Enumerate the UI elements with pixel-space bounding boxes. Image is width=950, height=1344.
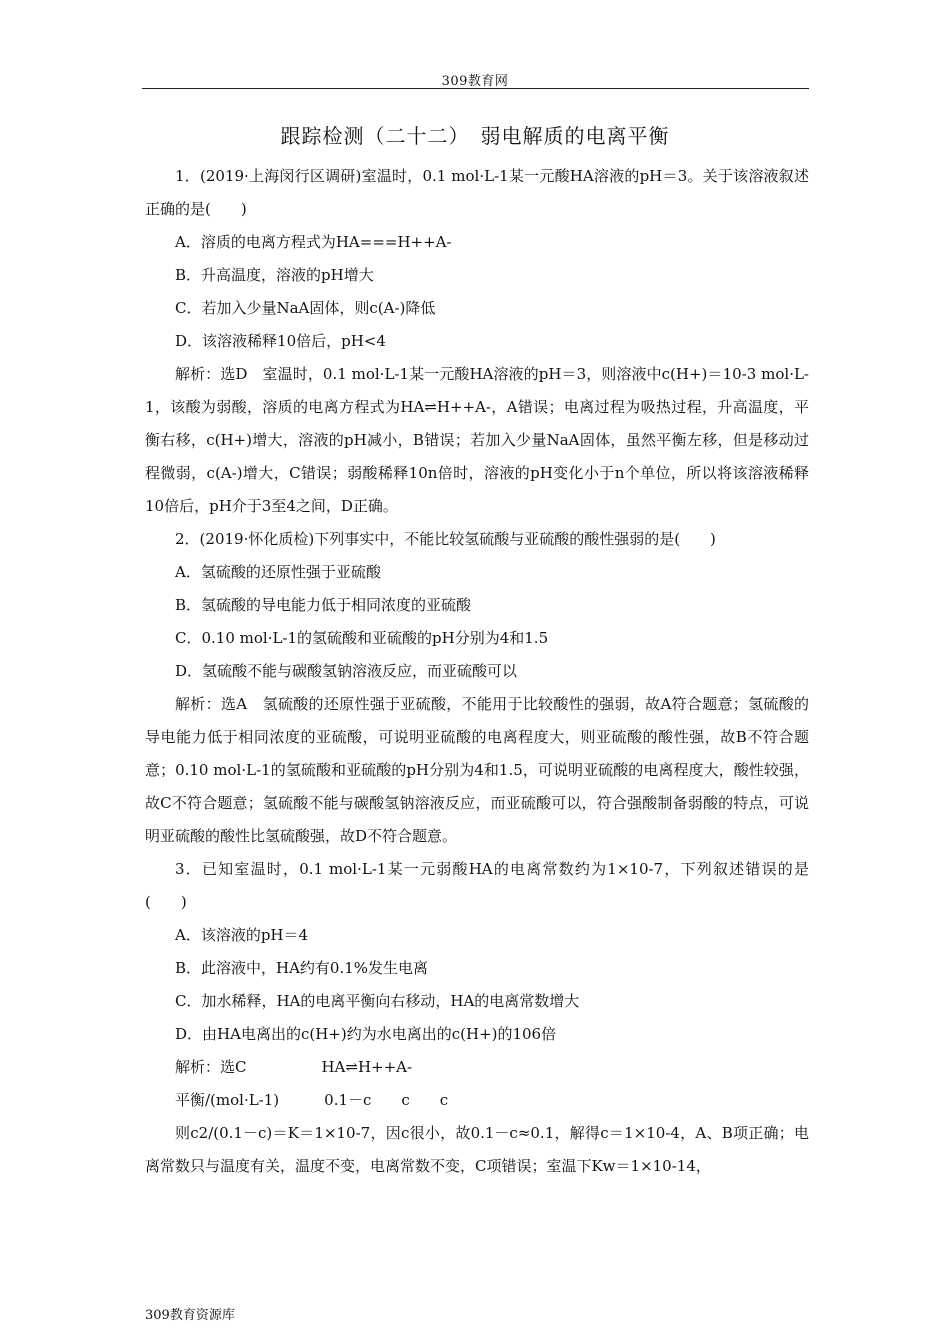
question-3-option-d: D．由HA电离出的c(H+)约为水电离出的c(H+)的106倍 <box>175 1025 557 1043</box>
question-3-option-b: B．此溶液中，HA约有0.1%发生电离 <box>175 959 429 977</box>
question-1-option-b: B．升高温度，溶液的pH增大 <box>175 266 374 284</box>
question-3-analysis-equilibrium: 平衡/(mol·L-1) 0.1－c c c <box>175 1091 449 1109</box>
question-1-option-a: A．溶质的电离方程式为HA===H++A- <box>175 233 452 251</box>
question-3-stem: 3．已知室温时，0.1 mol·L-1某一元弱酸HA的电离常数约为1×10-7，下列叙述错误的是( ) <box>145 860 809 911</box>
header-rule <box>142 88 809 89</box>
question-1-option-c: C．若加入少量NaA固体，则c(A-)降低 <box>175 299 436 317</box>
question-1-stem: 1．(2019·上海闵行区调研)室温时，0.1 mol·L-1某一元酸HA溶液的pH＝3。关于该溶液叙述正确的是( ) <box>145 167 809 218</box>
document-title: 跟踪检测（二十二） 弱电解质的电离平衡 <box>280 124 670 148</box>
question-2-option-a: A．氢硫酸的还原性强于亚硫酸 <box>175 563 381 581</box>
question-3-option-c: C．加水稀释，HA的电离平衡向右移动，HA的电离常数增大 <box>175 992 580 1010</box>
question-2-option-c: C．0.10 mol·L-1的氢硫酸和亚硫酸的pH分别为4和1.5 <box>175 629 549 647</box>
question-2-stem: 2．(2019·怀化质检)下列事实中，不能比较氢硫酸与亚硫酸的酸性强弱的是( ) <box>175 530 716 548</box>
page-footer: 309教育资源库 <box>145 1308 235 1323</box>
question-3-analysis-equation: 解析：选C HA⇌H++A- <box>175 1058 413 1076</box>
question-2-option-b: B．氢硫酸的导电能力低于相同浓度的亚硫酸 <box>175 596 472 614</box>
question-3-option-a: A．该溶液的pH＝4 <box>175 926 309 944</box>
question-1-option-d: D．该溶液稀释10倍后，pH<4 <box>175 332 386 350</box>
question-2-option-d: D．氢硫酸不能与碳酸氢钠溶液反应，而亚硫酸可以 <box>175 662 518 680</box>
document-body <box>145 160 809 1183</box>
question-3-analysis-calculation: 则c2/(0.1－c)＝K＝1×10-7，因c很小，故0.1－c≈0.1，解得c＝1×10-4，A、B项正确；电离常数只与温度有关，温度不变，电离常数不变，C项错误；室温下Kw＝1×10-14， <box>145 1124 809 1175</box>
page-header: 309教育网 <box>441 74 509 89</box>
question-2-analysis: 解析：选A 氢硫酸的还原性强于亚硫酸，不能用于比较酸性的强弱，故A符合题意；氢硫酸的导电能力低于相同浓度的亚硫酸，可说明亚硫酸的电离程度大，则亚硫酸的酸性强，故B不符合题意；0.10 mol·L-1的氢硫酸和亚硫酸的pH分别为4和1.5，可说明亚硫酸的电离程度大，酸性较强，故C不符合题意；氢硫酸不能与碳酸氢钠溶液反应，而亚硫酸可以，符合强酸制备弱酸的特点，可说明亚硫酸的酸性比氢硫酸强，故D不符合题意。 <box>145 695 809 845</box>
question-1-analysis: 解析：选D 室温时，0.1 mol·L-1某一元酸HA溶液的pH＝3，则溶液中c(H+)＝10-3 mol·L-1，该酸为弱酸，溶质的电离方程式为HA⇌H++A-，A错误；电离过程为吸热过程，升高温度，平衡右移，c(H+)增大，溶液的pH减小，B错误；若加入少量NaA固体，虽然平衡左移，但是移动过程微弱，c(A-)增大，C错误；弱酸稀释10n倍时，溶液的pH变化小于n个单位，所以将该溶液稀释10倍后，pH介于3至4之间，D正确。 <box>145 365 809 515</box>
